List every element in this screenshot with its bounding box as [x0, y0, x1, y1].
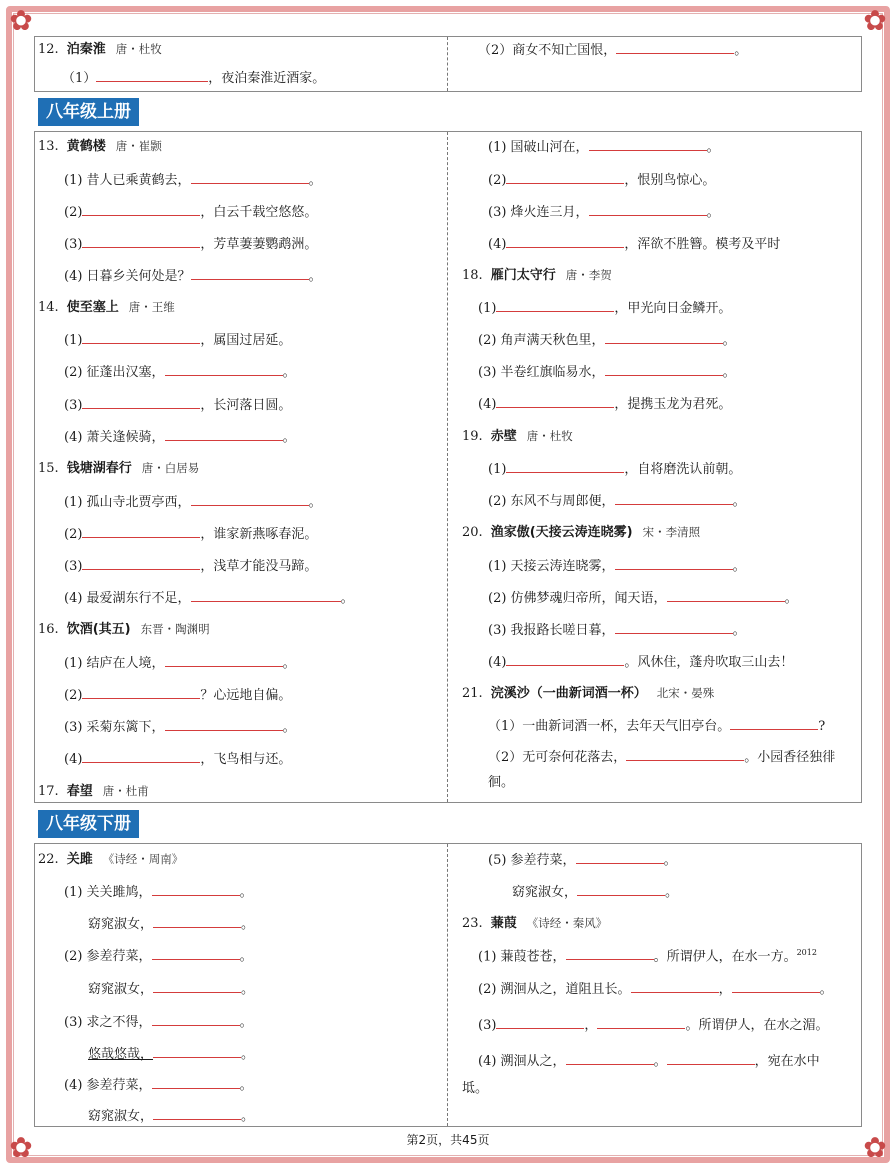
answer-blank[interactable]	[730, 716, 818, 730]
corner-ornament-icon: ✿	[9, 1131, 33, 1164]
fill-in-line	[64, 202, 317, 222]
page-footer: 第2页，共45页	[406, 1133, 490, 1147]
answer-blank[interactable]	[153, 1044, 241, 1058]
line-text: (2)	[488, 173, 507, 188]
line-text: 。	[308, 173, 322, 188]
line-text: 。	[732, 494, 746, 509]
fill-in-line	[64, 946, 253, 966]
fill-in-line	[488, 137, 720, 157]
poem-heading	[38, 620, 210, 639]
line-text: 。	[732, 559, 746, 574]
line-text: 窈窕淑女，	[88, 1109, 154, 1124]
fill-in-line	[478, 1015, 828, 1035]
line-text: (5) 参差荇菜，	[488, 853, 576, 868]
line-text: (1) 关关雎鸠，	[64, 885, 152, 900]
question-number: 23.	[462, 916, 483, 931]
answer-blank[interactable]	[165, 427, 283, 441]
line-text: ，属国过居延。	[200, 333, 292, 348]
fill-in-line	[64, 749, 291, 769]
line-text: (3)	[64, 237, 83, 252]
corner-ornament-icon: ✿	[863, 1131, 887, 1164]
line-text: 。	[239, 1078, 253, 1093]
fill-in-line	[64, 395, 291, 415]
answer-blank[interactable]	[506, 170, 624, 184]
answer-blank[interactable]	[152, 1075, 240, 1089]
line-text: ，恨别鸟惊心。	[624, 173, 716, 188]
line-text: (2)	[64, 205, 83, 220]
fill-in-line	[88, 979, 254, 999]
question-number: 19.	[462, 429, 483, 444]
poem-author: 《诗经・秦风》	[526, 916, 608, 930]
line-text: ，飞鸟相与还。	[200, 752, 292, 767]
line-text: (4)	[478, 397, 497, 412]
line-text: 悠哉悠哉，	[88, 1047, 154, 1062]
line-text: (4)	[64, 752, 83, 767]
poem-title: 雁门太守行	[490, 268, 556, 283]
line-text: (4)	[488, 655, 507, 670]
line-text: (3)	[64, 398, 83, 413]
line-text: (2)	[64, 688, 83, 703]
line-text: 。	[282, 656, 296, 671]
line-text: 。	[241, 982, 255, 997]
answer-blank[interactable]	[626, 747, 744, 761]
line-text: (1) 天接云涛连晓雾，	[488, 559, 615, 574]
line-text: 。	[665, 885, 679, 900]
line-text: (1)	[488, 462, 507, 477]
line-text: 。	[706, 140, 720, 155]
fill-in-line	[488, 747, 835, 767]
line-text: 。	[722, 333, 736, 348]
line-text: 。	[340, 591, 354, 606]
line-text: ，长河落日圆。	[200, 398, 292, 413]
poem-heading	[38, 459, 199, 478]
fill-in-line	[488, 652, 793, 672]
answer-blank[interactable]	[615, 556, 733, 570]
line-text: (4) 最爱湖东行不足，	[64, 591, 191, 606]
line-text: ，	[718, 982, 732, 997]
line-text: （2）商女不知亡国恨，	[478, 43, 617, 58]
line-text: 。	[722, 365, 736, 380]
answer-blank[interactable]	[589, 202, 707, 216]
line-text: 。	[653, 1054, 667, 1069]
line-text: (4) 参差荇菜，	[64, 1078, 152, 1093]
answer-blank[interactable]	[165, 717, 283, 731]
line-text: ，夜泊秦淮近酒家。	[208, 71, 326, 86]
line-text: 。	[241, 1047, 255, 1062]
line-text: (2) 角声满天秋色里，	[478, 333, 605, 348]
poem-title: 春望	[66, 784, 93, 799]
line-text: (2) 东风不与周郎便，	[488, 494, 615, 509]
line-text: (3)	[64, 559, 83, 574]
answer-blank[interactable]	[82, 749, 200, 763]
line-text: 窈窕淑女，	[512, 885, 578, 900]
question-number: 14.	[38, 300, 59, 315]
line-text: 。	[239, 885, 253, 900]
poem-title: 使至塞上	[66, 300, 119, 315]
line-text: 。	[819, 982, 833, 997]
line-text: (1) 结庐在人境，	[64, 656, 165, 671]
line-text: ，提携玉龙为君死。	[614, 397, 732, 412]
fill-in-line	[64, 588, 354, 608]
line-text: 坻。	[462, 1081, 489, 1096]
line-text: 。	[732, 623, 746, 638]
answer-blank[interactable]	[96, 68, 208, 82]
poem-title: 浣溪沙（一曲新词酒一杯）	[490, 686, 647, 701]
line-text: （1）一曲新词酒一杯，去年天气旧亭台。	[488, 719, 731, 734]
answer-blank[interactable]	[82, 234, 200, 248]
poem-heading	[38, 137, 162, 156]
poem-heading	[38, 782, 149, 801]
fill-in-line	[64, 1075, 253, 1095]
fill-in-line	[478, 979, 833, 999]
fill-in-line	[488, 234, 780, 254]
answer-blank[interactable]	[191, 588, 341, 602]
answer-blank[interactable]	[566, 1051, 654, 1065]
fill-in-line	[64, 266, 322, 286]
fill-in-line	[64, 556, 317, 576]
fill-in-line	[478, 362, 736, 382]
poem-author: 《诗经・周南》	[102, 852, 184, 866]
line-text: (2) 仿佛梦魂归帝所，闻天语，	[488, 591, 667, 606]
fill-in-line	[478, 944, 817, 966]
fill-in-line	[478, 298, 731, 318]
fill-in-line	[478, 40, 747, 60]
line-text: 。	[706, 205, 720, 220]
superscript-note: 2012	[796, 948, 817, 957]
answer-blank[interactable]	[191, 170, 309, 184]
answer-blank[interactable]	[667, 1051, 755, 1065]
line-text: (4) 萧关逢候骑，	[64, 430, 165, 445]
line-text: 。风休住，蓬舟吹取三山去！	[624, 655, 794, 670]
poem-author: 唐・杜牧	[526, 429, 573, 443]
line-text: (1) 昔人已乘黄鹤去，	[64, 173, 191, 188]
poem-author: 唐・王维	[128, 300, 175, 314]
column-divider	[447, 844, 448, 1126]
line-text: 。	[308, 269, 322, 284]
poem-author: 唐・杜牧	[115, 42, 162, 56]
answer-blank[interactable]	[631, 979, 719, 993]
fill-in-line	[478, 330, 736, 350]
line-text: 。	[282, 720, 296, 735]
line-text: (1) 孤山寺北贾亭西，	[64, 495, 191, 510]
line-text: (2) 参差荇菜，	[64, 949, 152, 964]
fill-in-line	[64, 362, 296, 382]
line-text: ，自将磨洗认前朝。	[624, 462, 742, 477]
poem-author: 北宋・晏殊	[656, 686, 715, 700]
fill-in-line	[64, 170, 322, 190]
line-text: 。	[784, 591, 798, 606]
answer-blank[interactable]	[506, 459, 624, 473]
answer-blank[interactable]	[496, 298, 614, 312]
answer-blank[interactable]	[566, 946, 654, 960]
fill-in-line	[488, 620, 746, 640]
line-text: (2)	[64, 527, 83, 542]
answer-blank[interactable]	[732, 979, 820, 993]
answer-blank[interactable]	[82, 524, 200, 538]
poem-author: 唐・白居易	[141, 461, 200, 475]
corner-ornament-icon: ✿	[9, 4, 33, 37]
section-banner: 八年级上册	[38, 98, 139, 126]
answer-blank[interactable]	[82, 395, 200, 409]
fill-in-line	[64, 234, 317, 254]
answer-blank[interactable]	[153, 914, 241, 928]
line-text: (3) 采菊东篱下，	[64, 720, 165, 735]
fill-in-line	[488, 170, 715, 190]
line-text: 。	[663, 853, 677, 868]
answer-blank[interactable]	[615, 620, 733, 634]
poem-title: 黄鹤楼	[66, 139, 106, 154]
fill-in-line	[64, 524, 317, 544]
line-text: (2) 征蓬出汉塞，	[64, 365, 165, 380]
line-text: ，宛在水中	[754, 1054, 820, 1069]
line-text: 。	[239, 949, 253, 964]
answer-blank[interactable]	[605, 330, 723, 344]
line-text: (1)	[478, 301, 497, 316]
line-text: (3)	[478, 1018, 497, 1033]
line-text: 窈窕淑女，	[88, 982, 154, 997]
line-text: (4) 日暮乡关何处是？	[64, 269, 191, 284]
answer-blank[interactable]	[496, 1015, 584, 1029]
fill-in-line	[478, 1051, 820, 1071]
poem-heading	[462, 914, 607, 933]
question-number: 22.	[38, 852, 59, 867]
poem-heading	[462, 523, 700, 542]
poem-title: 蒹葭	[490, 916, 517, 931]
fill-in-line	[488, 459, 741, 479]
answer-blank[interactable]	[589, 137, 707, 151]
fill-in-line	[488, 774, 514, 792]
poem-author: 东晋・陶渊明	[140, 622, 210, 636]
line-text: (3) 求之不得，	[64, 1015, 152, 1030]
poem-heading	[462, 427, 573, 446]
answer-blank[interactable]	[576, 850, 664, 864]
question-number: 16.	[38, 622, 59, 637]
poem-title: 饮酒(其五)	[66, 622, 131, 637]
answer-blank[interactable]	[82, 330, 200, 344]
fill-in-line	[64, 685, 291, 705]
poem-heading	[462, 266, 612, 285]
answer-blank[interactable]	[82, 685, 200, 699]
line-text: 。	[241, 917, 255, 932]
line-text: 。	[239, 1015, 253, 1030]
answer-blank[interactable]	[577, 882, 665, 896]
question-number: 20.	[462, 525, 483, 540]
line-text: ，白云千载空悠悠。	[200, 205, 318, 220]
column-divider	[447, 132, 448, 802]
line-text: 。	[282, 430, 296, 445]
fill-in-line	[62, 68, 325, 88]
line-text: (1) 国破山河在，	[488, 140, 589, 155]
answer-blank[interactable]	[667, 588, 785, 602]
answer-blank[interactable]	[496, 394, 614, 408]
poem-title: 赤壁	[490, 429, 517, 444]
poem-author: 唐・崔颢	[115, 139, 162, 153]
answer-blank[interactable]	[152, 946, 240, 960]
answer-blank[interactable]	[153, 979, 241, 993]
answer-blank[interactable]	[82, 202, 200, 216]
line-text: ，浑欲不胜簪。模考及平时	[624, 237, 781, 252]
answer-blank[interactable]	[506, 234, 624, 248]
answer-blank[interactable]	[506, 652, 624, 666]
line-text: (3) 烽火连三月，	[488, 205, 589, 220]
fill-in-line	[64, 653, 296, 673]
answer-blank[interactable]	[152, 1012, 240, 1026]
poem-title: 泊秦淮	[66, 42, 106, 57]
line-text: 徊。	[488, 775, 515, 790]
line-text: (4) 溯洄从之，	[478, 1054, 566, 1069]
answer-blank[interactable]	[165, 362, 283, 376]
fill-in-line	[478, 394, 731, 414]
line-text: ，芳草萋萋鹦鹉洲。	[200, 237, 318, 252]
fill-in-line	[462, 1080, 488, 1098]
answer-blank[interactable]	[597, 1015, 685, 1029]
question-number: 17.	[38, 784, 59, 799]
poem-author: 宋・李清照	[642, 525, 701, 539]
answer-blank[interactable]	[153, 1106, 241, 1120]
answer-blank[interactable]	[82, 556, 200, 570]
line-text: （1）	[62, 71, 97, 86]
column-divider	[447, 37, 448, 91]
fill-in-line	[88, 1106, 254, 1126]
fill-in-line	[488, 491, 746, 511]
fill-in-line	[64, 717, 296, 737]
line-text: (3) 半卷红旗临易水，	[478, 365, 605, 380]
line-text: ，谁家新燕啄春泥。	[200, 527, 318, 542]
fill-in-line	[64, 492, 322, 512]
line-text: 。所谓伊人，在水一方。	[653, 949, 797, 965]
corner-ornament-icon: ✿	[863, 4, 887, 37]
poem-title: 关雎	[66, 852, 93, 867]
fill-in-line	[88, 1044, 254, 1064]
answer-blank[interactable]	[605, 362, 723, 376]
line-text: (1) 蒹葭苍苍，	[478, 949, 566, 965]
fill-in-line	[88, 914, 254, 934]
answer-blank[interactable]	[616, 40, 734, 54]
fill-in-line	[488, 556, 746, 576]
poem-author: 唐・李贺	[565, 268, 612, 282]
line-text: ？心远地自偏。	[200, 688, 292, 703]
line-text: ，	[584, 1018, 598, 1033]
fill-in-line	[488, 850, 677, 870]
question-number: 12.	[38, 42, 59, 57]
fill-in-line	[488, 588, 798, 608]
fill-in-line	[64, 1012, 253, 1032]
poem-heading	[38, 850, 183, 869]
answer-blank[interactable]	[615, 491, 733, 505]
line-text: ，浅草才能没马蹄。	[200, 559, 318, 574]
line-text: (4)	[488, 237, 507, 252]
answer-blank[interactable]	[191, 266, 309, 280]
fill-in-line	[64, 330, 291, 350]
answer-blank[interactable]	[152, 882, 240, 896]
poem-author: 唐・杜甫	[102, 784, 149, 798]
line-text: （2）无可奈何花落去，	[488, 750, 627, 765]
fill-in-line	[488, 202, 720, 222]
line-text: 。	[282, 365, 296, 380]
line-text: 。	[308, 495, 322, 510]
line-text: (1)	[64, 333, 83, 348]
line-text: 。	[734, 43, 748, 58]
poem-title: 钱塘湖春行	[66, 461, 132, 476]
section-banner: 八年级下册	[38, 810, 139, 838]
poem-heading	[38, 40, 162, 59]
question-number: 21.	[462, 686, 483, 701]
question-number: 15.	[38, 461, 59, 476]
fill-in-line	[64, 427, 296, 447]
poem-heading	[462, 684, 714, 703]
poem-title: 渔家傲(天接云涛连晓雾)	[490, 525, 633, 540]
line-text: ?	[818, 719, 826, 734]
poem-heading	[38, 298, 175, 317]
fill-in-line	[64, 882, 253, 902]
question-number: 13.	[38, 139, 59, 154]
question-number: 18.	[462, 268, 483, 283]
line-text: 窈窕淑女，	[88, 917, 154, 932]
fill-in-line	[512, 882, 678, 902]
line-text: (3) 我报路长嗟日暮，	[488, 623, 615, 638]
line-text: ，甲光向日金鳞开。	[614, 301, 732, 316]
fill-in-line	[488, 716, 825, 736]
line-text: 。	[241, 1109, 255, 1124]
line-text: 。小园香径独徘	[744, 750, 836, 765]
answer-blank[interactable]	[191, 492, 309, 506]
answer-blank[interactable]	[165, 653, 283, 667]
line-text: 。所谓伊人，在水之湄。	[685, 1018, 829, 1033]
line-text: (2) 溯洄从之，道阻且长。	[478, 982, 631, 997]
